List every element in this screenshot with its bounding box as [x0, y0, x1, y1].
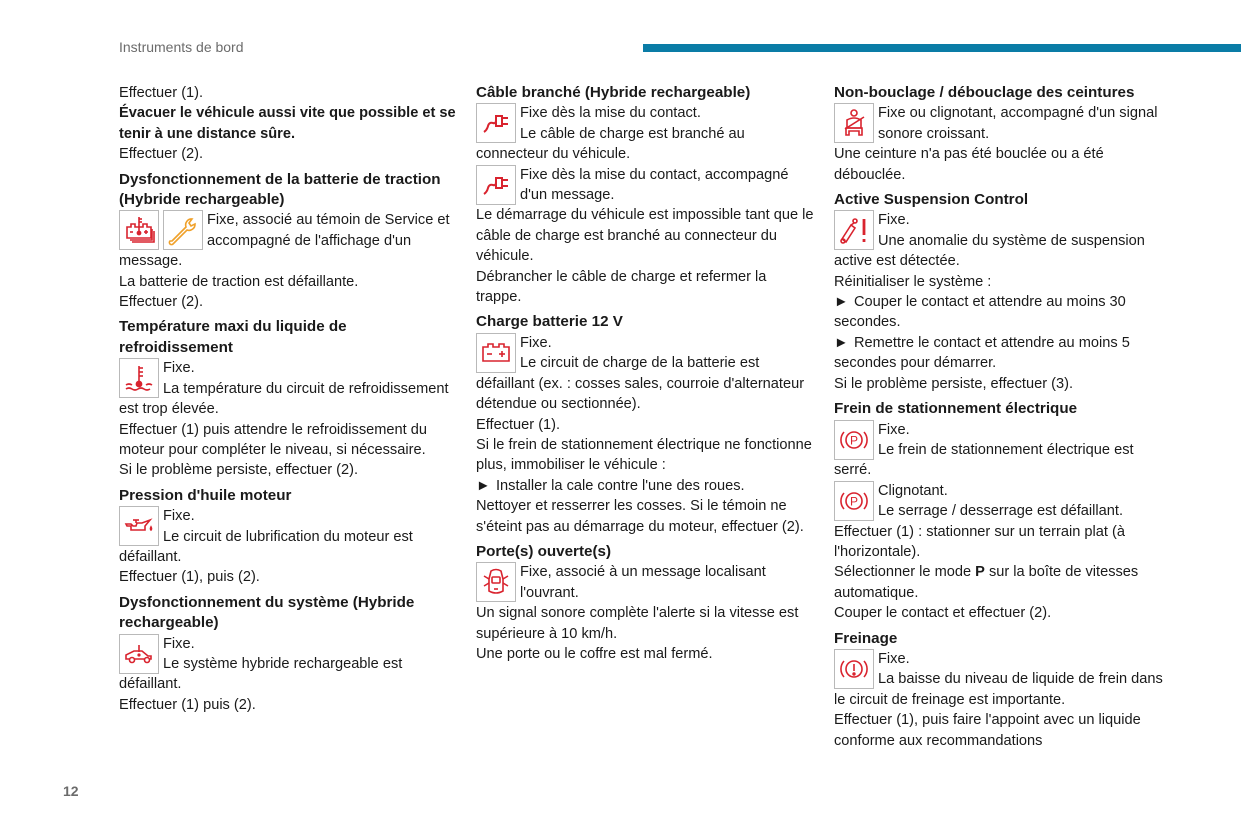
battery-12v-bullet [476, 476, 814, 496]
hybrid-fault-description: Le système hybride rechargeable est défaillant. [119, 655, 403, 693]
coolant-entry [119, 358, 459, 419]
suspension-heading: Active Suspension Control [834, 191, 1029, 209]
doors-description: Fixe, associé à un message localisant l'ouvrant. [520, 564, 766, 601]
battery-12v-bullet-text: Installer la cale contre l'une des roues. [496, 477, 745, 494]
parking-brake-entry-2 [834, 481, 1174, 522]
hybrid-fault-heading: Dysfonctionnement du système (Hybride rechargeable) [119, 593, 415, 632]
parking-brake-line-2-post: sur la boîte de vitesses automatique. [834, 564, 1139, 601]
suspension-status: Fixe. [878, 212, 910, 229]
bullet-arrow-icon: ► [476, 477, 491, 494]
traction-battery-line-1: La batterie de traction est défaillante. [119, 273, 359, 290]
cable-entry-1 [476, 103, 814, 164]
suspension-bullet-2-text: Remettre le contact et attendre au moins 5 secondes pour démarrer. [834, 334, 1130, 372]
doors-line-2: Une porte ou le coffre est mal fermé. [476, 645, 713, 662]
doors-line-1: Un signal sonore complète l'alerte si la vitesse est supérieure à 10 km/h. [476, 605, 799, 642]
parking-brake-status-2: Clignotant. [878, 482, 948, 499]
suspension-entry [834, 210, 1174, 271]
header-section-title: Instruments de bord [119, 39, 244, 55]
braking-description: La baisse du niveau de liquide de frein dans le circuit de freinage est importante. [834, 671, 1163, 708]
coolant-description: La température du circuit de refroidissement est trop élevée. [119, 380, 449, 418]
hybrid-system-fault-icon [119, 634, 159, 674]
braking-heading: Freinage [834, 629, 898, 647]
parking-brake-line-3: Couper le contact et effectuer (2). [834, 605, 1052, 622]
page-number: 12 [63, 783, 79, 799]
bullet-arrow-icon: ► [834, 294, 849, 311]
battery-12v-entry [476, 333, 814, 415]
braking-entry [834, 649, 1174, 710]
oil-pressure-icon [119, 506, 159, 546]
battery-12v-description: Le circuit de charge de la batterie est défaillant (ex. : cosses sales, courroie d'alternateur détendue ou sectionnée). [476, 355, 805, 413]
traction-battery-entry [119, 210, 459, 271]
parking-brake-line-2-pre: Sélectionner le mode [834, 564, 976, 581]
parking-brake-icon [834, 481, 874, 521]
column-2 [476, 83, 814, 664]
service-wrench-icon [163, 210, 203, 250]
svg-text:P: P [849, 433, 859, 447]
header-accent-bar [643, 44, 1241, 52]
suspension-bullet-1-text: Couper le contact et attendre au moins 30 secondes. [834, 294, 1126, 331]
battery-12v-line-2: Si le frein de stationnement électrique ne fonctionne plus, immobiliser le véhicule : [476, 436, 812, 474]
cable-entry-1-description: Le câble de charge est branché au connecteur du véhicule. [476, 125, 745, 163]
coolant-heading: Température maxi du liquide de refroidissement [119, 318, 347, 356]
oil-pressure-description: Le circuit de lubrification du moteur est défaillant. [119, 528, 413, 565]
battery-12v-icon [476, 333, 516, 373]
cable-heading: Câble branché (Hybride rechargeable) [476, 84, 751, 101]
battery-12v-heading: Charge batterie 12 V [476, 313, 623, 331]
traction-battery-icon [119, 210, 159, 250]
seatbelt-icon [834, 103, 874, 143]
hybrid-fault-status: Fixe. [163, 635, 195, 652]
oil-pressure-entry [119, 506, 459, 567]
braking-line-1: Effectuer (1), puis faire l'appoint avec un liquide conforme aux recommandations [834, 712, 1141, 749]
suspension-description: Une anomalie du système de suspension active est détectée. [834, 232, 1145, 270]
brake-warning-icon [834, 649, 874, 689]
suspension-bullet-2 [834, 333, 1174, 374]
parking-brake-line-2 [834, 562, 1174, 603]
cable-line-1: Le démarrage du véhicule est impossible tant que le câble de charge est branché au connecteur du véhicule. [476, 207, 814, 265]
parking-brake-description-1: Le frein de stationnement électrique est serré. [834, 441, 1134, 479]
svg-text:P: P [849, 494, 859, 509]
parking-brake-status-1: Fixe. [878, 421, 910, 438]
charging-plug-icon [476, 165, 516, 205]
seatbelt-line-1: Une ceinture n'a pas été bouclée ou a été débouclée. [834, 146, 1104, 183]
coolant-line-2: Si le problème persiste, effectuer (2). [119, 462, 359, 479]
seatbelt-entry [834, 103, 1174, 144]
door-open-icon [476, 562, 516, 602]
bullet-arrow-icon: ► [834, 334, 849, 351]
doors-heading: Porte(s) ouverte(s) [476, 542, 612, 560]
column-3 [834, 83, 1174, 751]
intro-line-1: Effectuer (1). [119, 85, 204, 101]
intro-line-2: Effectuer (2). [119, 146, 204, 163]
battery-12v-line-3: Nettoyer et resserrer les cosses. Si le témoin ne s'éteint pas au démarrage du moteur, effectuer (2). [476, 498, 804, 535]
cable-entry-2-description: Fixe dès la mise du contact, accompagné d'un message. [520, 166, 789, 204]
suspension-line-1: Réinitialiser le système : [834, 273, 992, 290]
oil-pressure-status: Fixe. [163, 508, 195, 525]
cable-line-2: Débrancher le câble de charge et refermer la trappe. [476, 268, 767, 306]
parking-brake-line-1: Effectuer (1) : stationner sur un terrain plat (à l'horizontale). [834, 523, 1125, 560]
parking-brake-entry-1 [834, 420, 1174, 481]
parking-brake-description-2: Le serrage / desserrage est défaillant. [878, 503, 1123, 520]
oil-pressure-heading: Pression d'huile moteur [119, 486, 292, 504]
cable-entry-1-status: Fixe dès la mise du contact. [520, 105, 701, 122]
coolant-status: Fixe. [163, 360, 195, 377]
parking-brake-icon [834, 420, 874, 460]
seatbelt-description: Fixe ou clignotant, accompagné d'un signal sonore croissant. [878, 105, 1158, 142]
evacuate-warning: Évacuer le véhicule aussi vite que possible et se tenir à une distance sûre. [119, 105, 456, 142]
seatbelt-heading: Non-bouclage / débouclage des ceintures [834, 84, 1135, 101]
suspension-bullet-1 [834, 292, 1174, 333]
traction-battery-heading: Dysfonctionnement de la batterie de traction (Hybride rechargeable) [119, 170, 441, 209]
hybrid-fault-line-1: Effectuer (1) puis (2). [119, 696, 256, 713]
suspension-warning-icon [834, 210, 874, 250]
coolant-temperature-icon [119, 358, 159, 398]
charging-plug-icon [476, 103, 516, 143]
hybrid-fault-entry [119, 634, 459, 695]
traction-battery-description: Fixe, associé au témoin de Service et accompagné de l'affichage d'un message. [119, 212, 450, 270]
parking-brake-heading: Frein de stationnement électrique [834, 400, 1078, 418]
oil-pressure-line-1: Effectuer (1), puis (2). [119, 569, 260, 586]
battery-12v-line-1: Effectuer (1). [476, 416, 561, 433]
coolant-line-1: Effectuer (1) puis attendre le refroidissement du moteur pour compléter le niveau, si nécessaire. [119, 421, 427, 458]
cable-entry-2 [476, 165, 814, 206]
gear-mode-p: P [975, 564, 985, 581]
braking-status: Fixe. [878, 650, 910, 667]
traction-battery-line-2: Effectuer (2). [119, 294, 204, 311]
battery-12v-status: Fixe. [520, 334, 552, 351]
doors-entry [476, 562, 814, 603]
suspension-line-2: Si le problème persiste, effectuer (3). [834, 375, 1074, 392]
column-1 [119, 83, 459, 715]
